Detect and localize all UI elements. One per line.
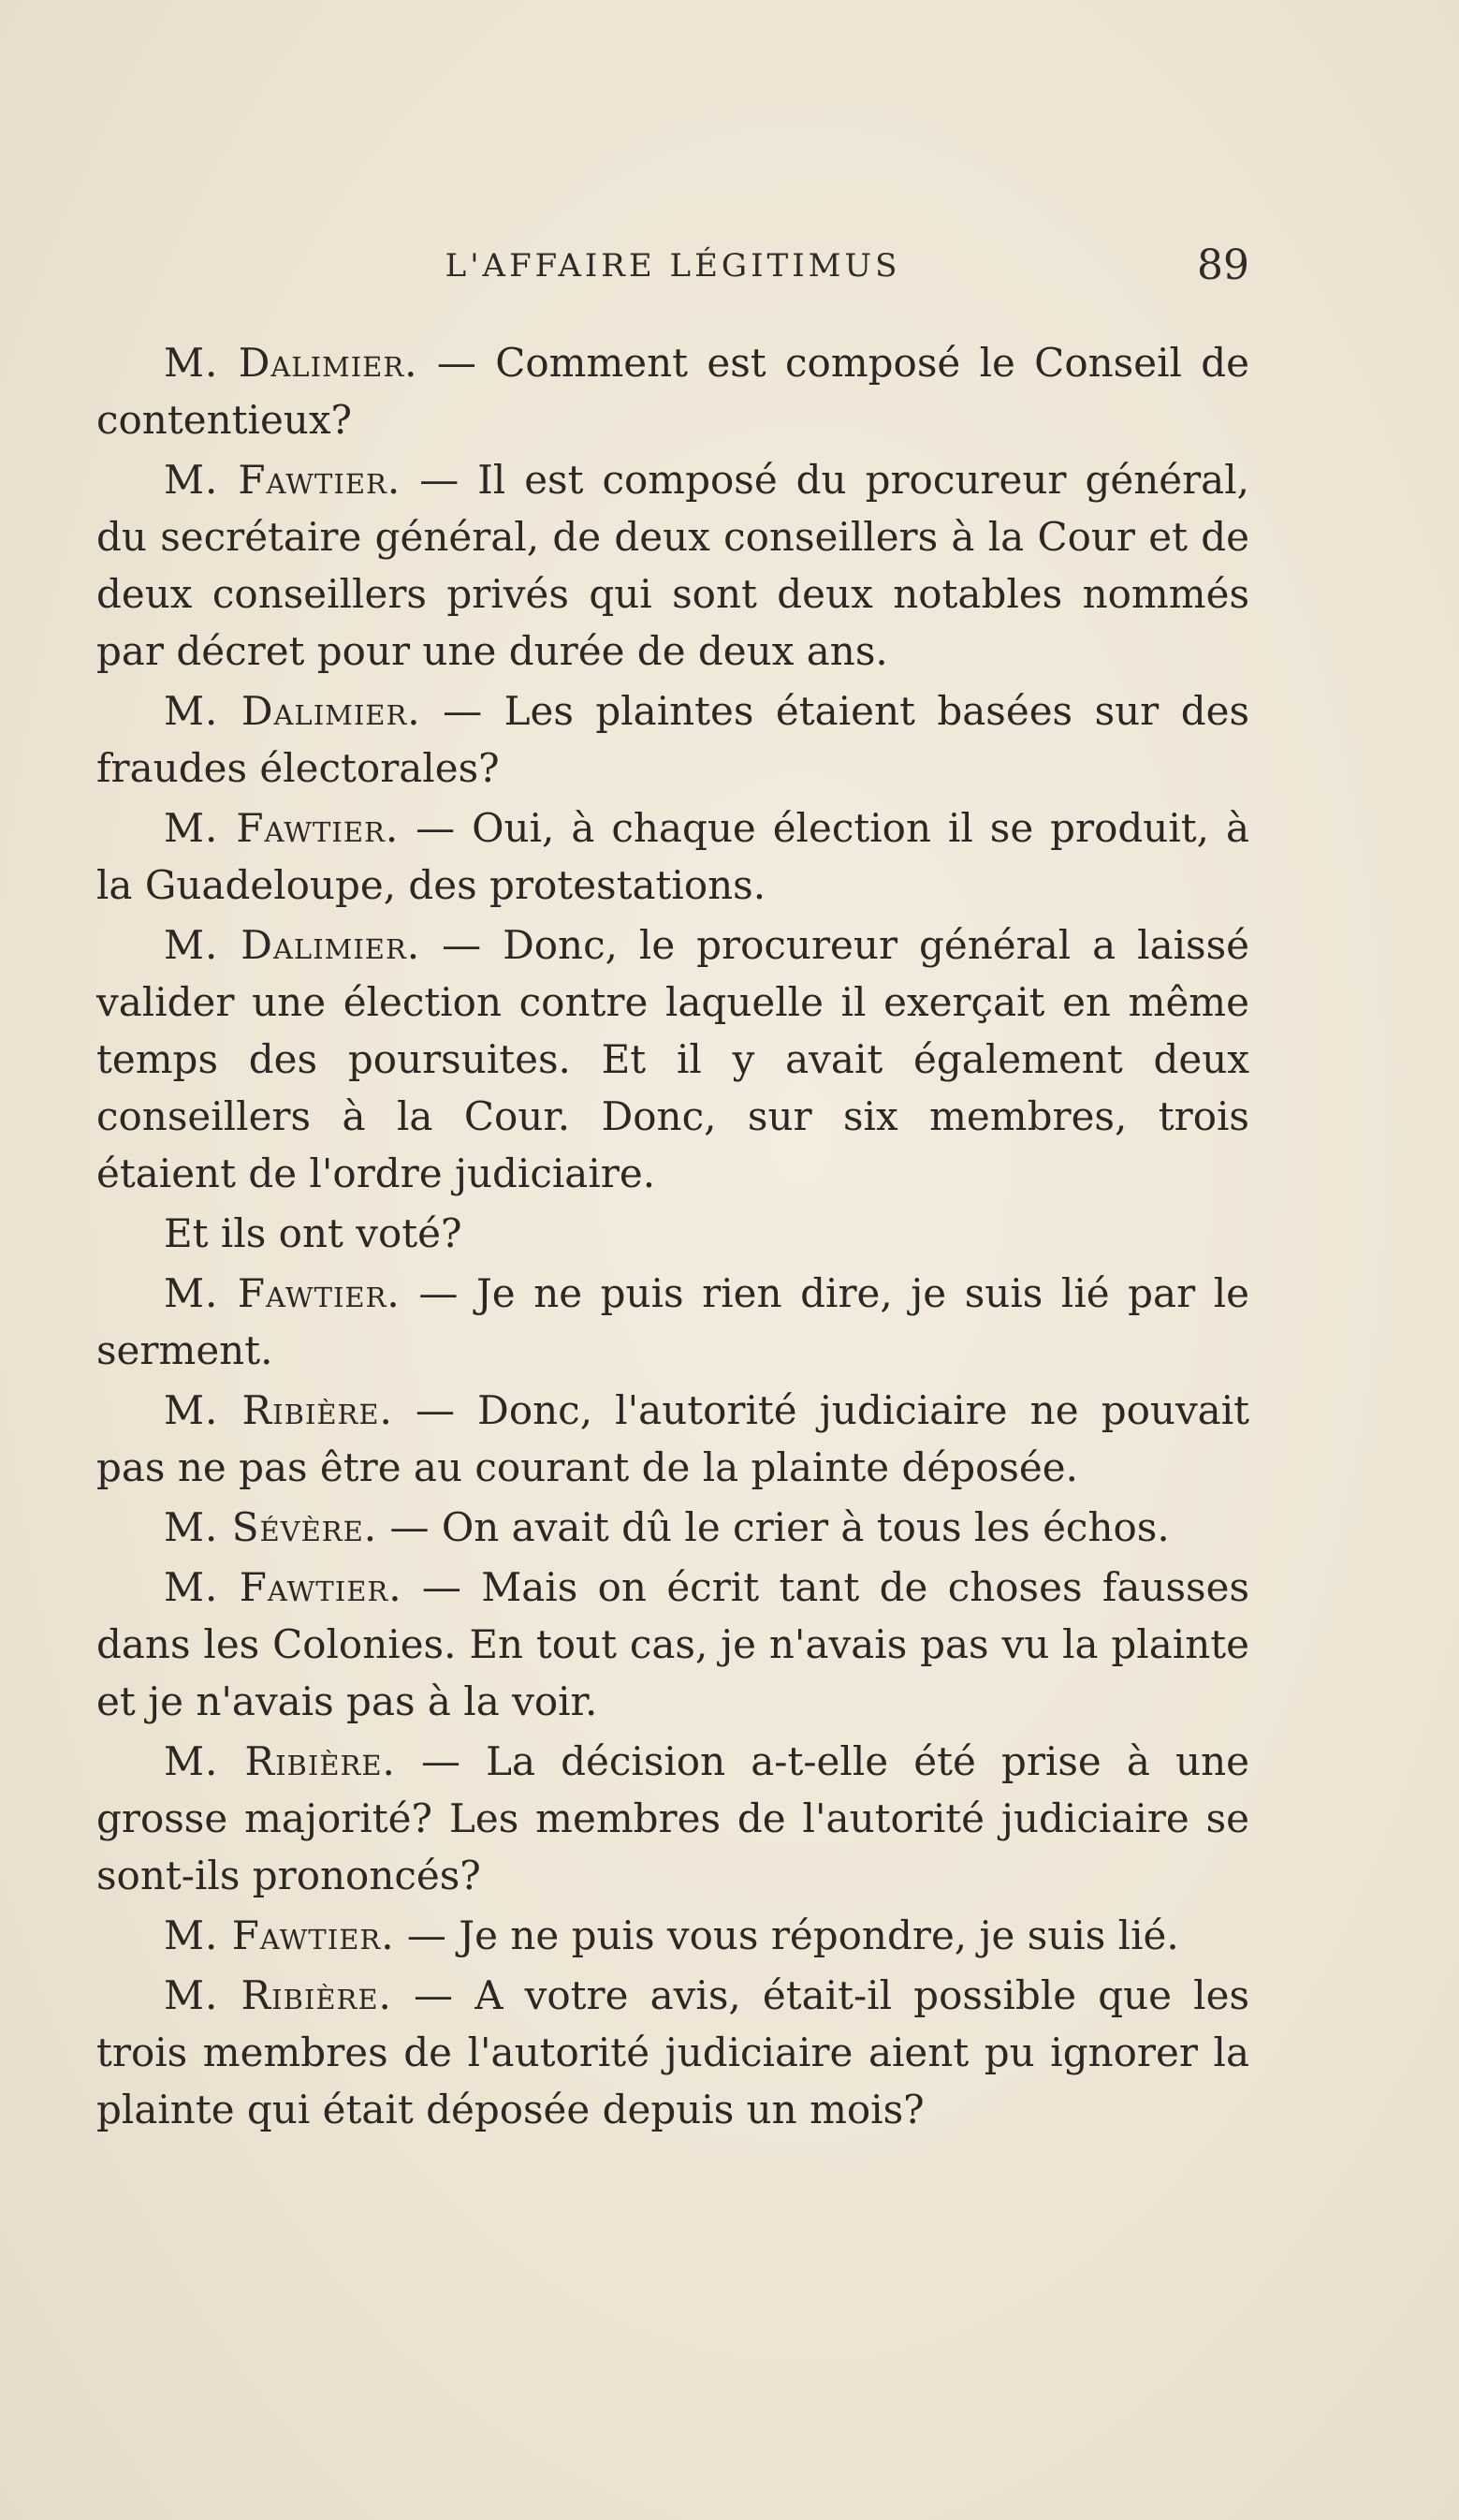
paragraph bbox=[96, 1559, 1249, 1730]
paragraph-text: La décision a-t-elle été prise à une grosse majorité? Les membres de l'autorité judiciaire se sont-ils prononcés? bbox=[96, 1738, 1249, 1898]
dash: — bbox=[395, 1738, 487, 1784]
paragraph bbox=[96, 451, 1249, 680]
paragraph-text: Je ne puis rien dire, je suis lié par le serment. bbox=[96, 1270, 1250, 1373]
paragraph-text: Donc, l'autorité judiciaire ne pouvait pas ne pas être au courant de la plainte déposée. bbox=[96, 1387, 1250, 1490]
paragraph bbox=[96, 1907, 1249, 1964]
speaker-name: M. Fawtier. bbox=[164, 1912, 395, 1958]
page-number: 89 bbox=[1197, 242, 1249, 289]
paragraph bbox=[96, 1499, 1249, 1556]
dash: — bbox=[399, 805, 473, 851]
page-header bbox=[96, 242, 1249, 298]
paragraph bbox=[96, 916, 1249, 1202]
paragraph bbox=[96, 1382, 1249, 1496]
speaker-name: M. Ribière. bbox=[164, 1972, 392, 2018]
running-title: L'AFFAIRE LÉGITIMUS bbox=[445, 247, 901, 285]
paragraph bbox=[96, 1967, 1249, 2138]
paragraph bbox=[96, 1733, 1249, 1904]
dash: — bbox=[394, 1912, 460, 1958]
dash: — bbox=[391, 1972, 475, 2018]
dash: — bbox=[401, 457, 478, 503]
speaker-name: M. Fawtier. bbox=[164, 805, 400, 851]
paragraph-text: Oui, à chaque élection il se produit, à la Guadeloupe, des protestations. bbox=[96, 805, 1249, 908]
paragraph-text: A votre avis, était-il possible que les trois membres de l'autorité judiciaire aient pu ignorer la plainte qui était déposée depuis un mois? bbox=[96, 1972, 1250, 2132]
body-text bbox=[96, 334, 1249, 2141]
dash: — bbox=[420, 688, 504, 734]
speaker-name: M. Fawtier. bbox=[164, 457, 401, 503]
speaker-name: M. Sévère. bbox=[164, 1504, 378, 1550]
dash: — bbox=[420, 922, 503, 968]
paragraph bbox=[96, 334, 1249, 448]
paragraph bbox=[96, 799, 1249, 914]
speaker-name: M. Fawtier. bbox=[164, 1270, 401, 1316]
paragraph-text: Il est composé du procureur général, du secrétaire général, de deux conseillers à la Cour et de deux conseillers privés qui sont deux notables nommés par décret pour une durée de deux ans. bbox=[96, 457, 1249, 674]
paragraph-text: Mais on écrit tant de choses fausses dans les Colonies. En tout cas, je n'avais pas vu la plainte et je n'avais pas à la voir. bbox=[96, 1564, 1250, 1724]
dash: — bbox=[417, 340, 496, 386]
paragraph bbox=[96, 682, 1249, 797]
speaker-name: M. Ribière. bbox=[164, 1387, 393, 1433]
paragraph-text: Les plaintes étaient basées sur des fraudes électorales? bbox=[96, 688, 1250, 791]
dash: — bbox=[400, 1270, 476, 1316]
paragraph-text: On avait dû le crier à tous les échos. bbox=[441, 1504, 1170, 1550]
speaker-name: M. Dalimier. bbox=[164, 688, 421, 734]
paragraph-text: Et ils ont voté? bbox=[164, 1210, 462, 1256]
paragraph bbox=[96, 1265, 1249, 1379]
paragraph-text: Je ne puis vous répondre, je suis lié. bbox=[459, 1912, 1179, 1958]
speaker-name: M. Fawtier. bbox=[164, 1564, 402, 1610]
speaker-name: M. Ribière. bbox=[164, 1738, 396, 1784]
speaker-name: M. Dalimier. bbox=[164, 340, 418, 386]
dash: — bbox=[377, 1504, 442, 1550]
dash: — bbox=[392, 1387, 478, 1433]
paragraph-text: Donc, le procureur général a laissé valider une élection contre laquelle il exerçait en même temps des poursuites. Et il y avait également deux conseillers à la Cour. Donc, sur six membres, trois étaient de l'ordre judiciaire. bbox=[96, 922, 1250, 1196]
speaker-name: M. Dalimier. bbox=[164, 922, 421, 968]
paragraph-text: Comment est composé le Conseil de contentieux? bbox=[96, 340, 1250, 443]
paragraph bbox=[96, 1205, 1249, 1262]
dash: — bbox=[401, 1564, 482, 1610]
